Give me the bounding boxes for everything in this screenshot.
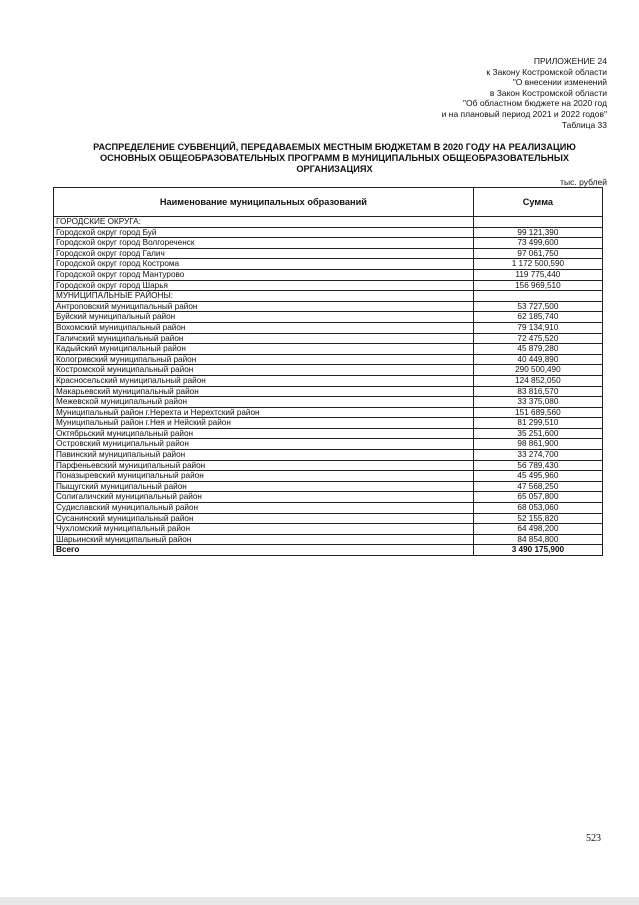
municipality-name: Чухломский муниципальный район xyxy=(54,524,474,535)
municipality-sum xyxy=(473,291,602,302)
table-row xyxy=(54,481,603,492)
unit-label: тыс. рублей xyxy=(560,177,607,187)
municipality-sum: 156 969,510 xyxy=(473,280,602,291)
table-row xyxy=(54,428,603,439)
municipality-name: Галичский муниципальный район xyxy=(54,333,474,344)
municipality-sum: 33 274,700 xyxy=(473,450,602,461)
table-row xyxy=(54,301,603,312)
table-row xyxy=(54,471,603,482)
table-row xyxy=(54,397,603,408)
table-row xyxy=(54,513,603,524)
table-row xyxy=(54,365,603,376)
municipality-name: Вохомский муниципальный район xyxy=(54,322,474,333)
total-sum: 3 490 175,900 xyxy=(473,545,602,556)
municipality-name: Павинский муниципальный район xyxy=(54,450,474,461)
table-row xyxy=(54,375,603,386)
table-row xyxy=(54,238,603,249)
header-line: Таблица 33 xyxy=(561,119,607,130)
subsidies-table xyxy=(53,187,603,556)
municipality-name: Городской округ город Буй xyxy=(54,227,474,238)
municipality-sum: 81 299,510 xyxy=(473,418,602,429)
municipality-sum: 151 689,560 xyxy=(473,407,602,418)
table-row xyxy=(54,269,603,280)
municipality-name: Кологривский муниципальный район xyxy=(54,354,474,365)
municipality-sum: 119 775,440 xyxy=(473,269,602,280)
table-row xyxy=(54,280,603,291)
table-row xyxy=(54,460,603,471)
municipality-sum: 1 172 500,590 xyxy=(473,259,602,270)
header-line: и на плановый период 2021 и 2022 годов" xyxy=(441,108,607,119)
document-title xyxy=(60,142,609,175)
title-line: ОСНОВНЫХ ОБЩЕОБРАЗОВАТЕЛЬНЫХ ПРОГРАММ В МУНИЦИПАЛЬНЫХ ОБЩЕОБРАЗОВАТЕЛЬНЫХ xyxy=(100,153,569,163)
title-line: ОРГАНИЗАЦИЯХ xyxy=(296,164,373,174)
municipality-name: Городской округ город Кострома xyxy=(54,259,474,270)
table-row xyxy=(54,248,603,259)
table-row xyxy=(54,322,603,333)
municipality-name: Муниципальный район г.Нея и Нейский район xyxy=(54,418,474,429)
municipality-name: Островский муниципальный район xyxy=(54,439,474,450)
page-number: 523 xyxy=(586,833,601,844)
table-row xyxy=(54,354,603,365)
municipality-sum: 290 500,490 xyxy=(473,365,602,376)
table-header-row xyxy=(54,188,603,217)
municipality-sum: 84 854,800 xyxy=(473,534,602,545)
municipality-sum: 33 375,080 xyxy=(473,397,602,408)
header-line: ПРИЛОЖЕНИЕ 24 xyxy=(533,56,607,66)
header-line: "О внесении изменений xyxy=(512,77,607,88)
municipality-name: Сусанинский муниципальный район xyxy=(54,513,474,524)
municipality-sum: 35 251,600 xyxy=(473,428,602,439)
table-row xyxy=(54,344,603,355)
table-row xyxy=(54,312,603,323)
municipality-sum: 47 568,250 xyxy=(473,481,602,492)
municipality-sum: 65 057,800 xyxy=(473,492,602,503)
table-row xyxy=(54,524,603,535)
municipality-name: Солигаличский муниципальный район xyxy=(54,492,474,503)
municipality-name: Муниципальный район г.Нерехта и Нерехтский район xyxy=(54,407,474,418)
municipality-name: Костромской муниципальный район xyxy=(54,365,474,376)
municipality-name: Городской округ город Мантурово xyxy=(54,269,474,280)
total-row xyxy=(54,545,603,556)
municipality-name: Красносельский муниципальный район xyxy=(54,375,474,386)
municipality-name: Межевской муниципальный район xyxy=(54,397,474,408)
municipality-name: Антроповский муниципальный район xyxy=(54,301,474,312)
table-row xyxy=(54,418,603,429)
title-line: РАСПРЕДЕЛЕНИЕ СУБВЕНЦИЙ, ПЕРЕДАВАЕМЫХ МЕСТНЫМ БЮДЖЕТАМ В 2020 ГОДУ НА РЕАЛИЗАЦИЮ xyxy=(93,142,576,152)
municipality-name: Макарьевский муниципальный район xyxy=(54,386,474,397)
municipality-sum: 98 861,900 xyxy=(473,439,602,450)
municipality-sum xyxy=(473,217,602,228)
municipality-name: Городской округ город Шарья xyxy=(54,280,474,291)
group-header-row xyxy=(54,217,603,228)
municipality-name: Буйский муниципальный район xyxy=(54,312,474,323)
table-row xyxy=(54,259,603,270)
municipality-name: Городской округ город Галич xyxy=(54,248,474,259)
municipality-name: Пыщугский муниципальный район xyxy=(54,481,474,492)
group-header-row xyxy=(54,291,603,302)
municipality-sum: 45 495,960 xyxy=(473,471,602,482)
column-header-sum: Сумма xyxy=(473,188,602,217)
table-row xyxy=(54,407,603,418)
municipality-sum: 45 879,280 xyxy=(473,344,602,355)
municipality-sum: 64 498,200 xyxy=(473,524,602,535)
column-header-name: Наименование муниципальных образований xyxy=(54,188,474,217)
appendix-header xyxy=(442,56,607,130)
table-row xyxy=(54,439,603,450)
table-row xyxy=(54,492,603,503)
municipality-sum: 124 852,050 xyxy=(473,375,602,386)
header-line: к Закону Костромской области xyxy=(486,66,607,77)
total-label: Всего xyxy=(54,545,474,556)
header-line: в Закон Костромской области xyxy=(489,87,607,98)
municipality-sum: 68 053,060 xyxy=(473,503,602,514)
table-row xyxy=(54,386,603,397)
municipality-name: Октябрьский муниципальный район xyxy=(54,428,474,439)
municipality-sum: 97 061,750 xyxy=(473,248,602,259)
municipality-name: Судиславский муниципальный район xyxy=(54,503,474,514)
table-row xyxy=(54,503,603,514)
municipality-sum: 56 789,430 xyxy=(473,460,602,471)
municipality-sum: 62 185,740 xyxy=(473,312,602,323)
municipality-name: Парфеньевский муниципальный район xyxy=(54,460,474,471)
scan-edge xyxy=(0,897,639,905)
municipality-sum: 73 499,600 xyxy=(473,238,602,249)
municipality-sum: 72 475,520 xyxy=(473,333,602,344)
municipality-name: Кадыйский муниципальный район xyxy=(54,344,474,355)
municipality-sum: 83 816,570 xyxy=(473,386,602,397)
municipality-name: Шарьинский муниципальный район xyxy=(54,534,474,545)
municipality-sum: 79 134,910 xyxy=(473,322,602,333)
header-line: "Об областном бюджете на 2020 год xyxy=(462,98,607,109)
municipality-sum: 40 449,890 xyxy=(473,354,602,365)
table-row xyxy=(54,333,603,344)
municipality-name: ГОРОДСКИЕ ОКРУГА: xyxy=(54,217,474,228)
municipality-name: МУНИЦИПАЛЬНЫЕ РАЙОНЫ: xyxy=(54,291,474,302)
table-row xyxy=(54,450,603,461)
municipality-sum: 99 121,390 xyxy=(473,227,602,238)
table-row xyxy=(54,534,603,545)
municipality-sum: 53 727,500 xyxy=(473,301,602,312)
municipality-name: Городской округ город Волгореченск xyxy=(54,238,474,249)
municipality-name: Поназыревский муниципальный район xyxy=(54,471,474,482)
table-row xyxy=(54,227,603,238)
municipality-sum: 52 155,820 xyxy=(473,513,602,524)
